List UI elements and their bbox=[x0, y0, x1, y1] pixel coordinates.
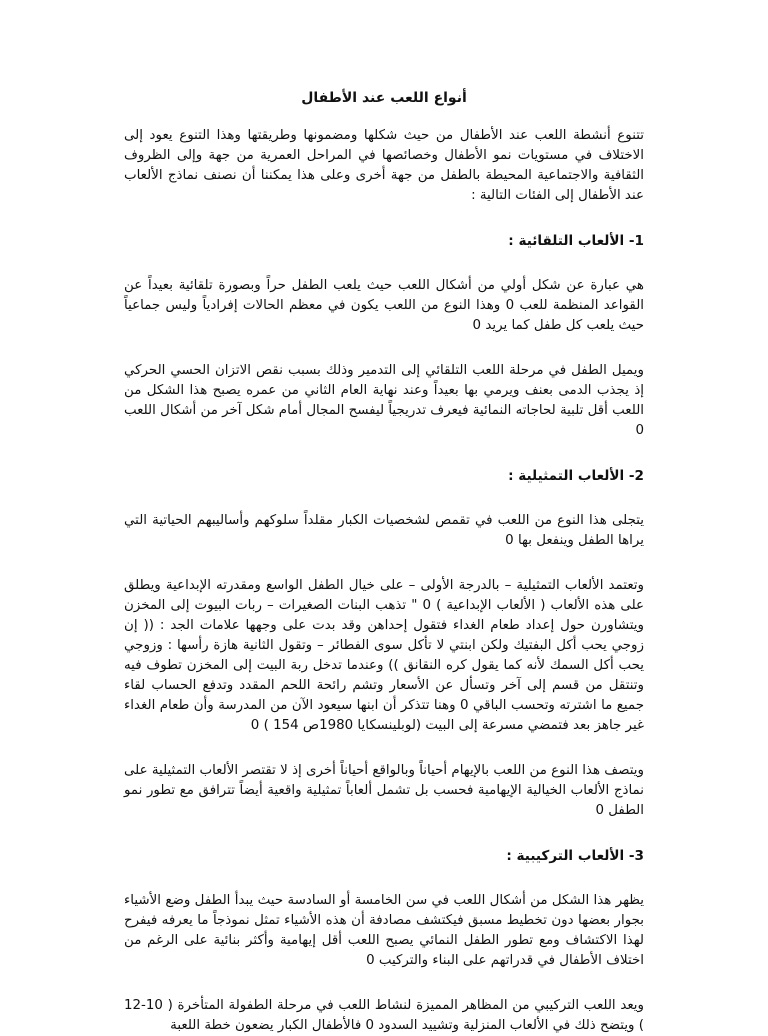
section3-paragraph-2: ويعد اللعب التركيبي من المظاهر المميزة لنشاط اللعب في مرحلة الطفولة المتأخرة ( 10-12 ) ويتضح ذلك في الألعاب المنزلية وتشييد السدود 0 فالأطفال الكبار يضعون خطة اللعبة bbox=[124, 998, 644, 1033]
intro-paragraph: تتنوع أنشطة اللعب عند الأطفال من حيث شكلها ومضمونها وطريقتها وهذا التنوع يعود إلى الاختلاف في مستويات نمو الأطفال وخصائصها في المراحل العمرية من جهة وإلى الظروف الثقافية والاجتماعية المحيطة بالطفل من جهة أخرى وعلى هذا يمكننا أن نصنف نماذج الألعاب عند الأطفال إلى الفئات التالية : bbox=[124, 128, 644, 203]
section1-paragraph-1: هي عبارة عن شكل أولي من أشكال اللعب حيث يلعب الطفل حراً وبصورة تلقائية بعيداً عن القواعد المنظمة للعب 0 وهذا النوع من اللعب يكون في معظم الحالات إفرادياً وليس جماعياً حيث يلعب كل طفل كما يريد 0 bbox=[124, 278, 644, 333]
section1-paragraph-2: ويميل الطفل في مرحلة اللعب التلقائي إلى التدمير وذلك بسبب نقص الاتزان الحسي الحركي إذ يجذب الدمى بعنف ويرمي بها بعيداً وعند نهاية العام الثاني من عمره يصبح هذا الشكل من اللعب أقل تلبية لحاجاته النمائية فيعرف تدريجياً ليفسح المجال أمام شكل آخر من أشكال اللعب 0 bbox=[124, 363, 644, 438]
section3-paragraph-1: يظهر هذا الشكل من أشكال اللعب في سن الخامسة أو السادسة حيث يبدأ الطفل وضع الأشياء بجوار بعضها دون تخطيط مسبق فيكتشف مصادفة أن هذه الأشياء تمثل نموذجاً ما يعرفه فيفرح لهذا الاكتشاف ومع تطور الطفل النمائي يصبح اللعب أقل إيهامية وأكثر بنائية على الرغم من اختلاف الأطفال في قدراتهم على البناء والتركيب 0 bbox=[124, 893, 644, 968]
section-heading-constructive-play: 3- الألعاب التركيبية : bbox=[506, 848, 644, 864]
document-title: أنواع اللعب عند الأطفال bbox=[301, 90, 467, 106]
section2-paragraph-2: وتعتمد الألعاب التمثيلية – بالدرجة الأولى – على خيال الطفل الواسع ومقدرته الإبداعية ويطلق على هذه الألعاب ( الألعاب الإبداعية ) 0 " تذهب البنات الصغيرات – ربات البيوت إلى المخزن ويتشاورن حول إعداد طعام الغداء فتقول إحداهن وقد بدت على وجهها علامات الجد : (( إن زوجي يحب أكل البفتيك ولكن ابنتي لا تأكل سوى الفطائر – وتقول الثانية هازة رأسها : وزوجي يحب أكل السمك لأنه كما يقول كره النقانق )) وعندما تدخل ربة البيت إلى المخزن تطوف فيه وتنتقل من قسم إلى آخر وتسأل عن الأسعار وتشم رائحة اللحم المقدد وتدفع الحساب لقاء جميع ما اشترته وتحسب الباقي 0 وهنا تتذكر أن ابنها سيعود الآن من المدرسة وأن طعام الغداء غير جاهز بعد فتمضي مسرعة إلى البيت (لوبلينسكايا 1980ص 154 ) 0 bbox=[124, 578, 644, 733]
section-heading-dramatic-play: 2- الألعاب التمثيلية : bbox=[508, 468, 644, 484]
section-heading-spontaneous-play: 1- الألعاب التلقائية : bbox=[508, 233, 644, 249]
section2-paragraph-1: يتجلى هذا النوع من اللعب في تقمص لشخصيات الكبار مقلداً سلوكهم وأساليبهم الحياتية التي يراها الطفل وينفعل بها 0 bbox=[124, 513, 644, 548]
section2-paragraph-3: ويتصف هذا النوع من اللعب بالإيهام أحياناً وبالواقع أحياناً أخرى إذ لا تقتصر الألعاب التمثيلية على نماذج الألعاب الخيالية الإيهامية فحسب بل تشمل ألعاباً تمثيلية واقعية أيضاً تترافق مع تطور نمو الطفل 0 bbox=[124, 763, 644, 818]
